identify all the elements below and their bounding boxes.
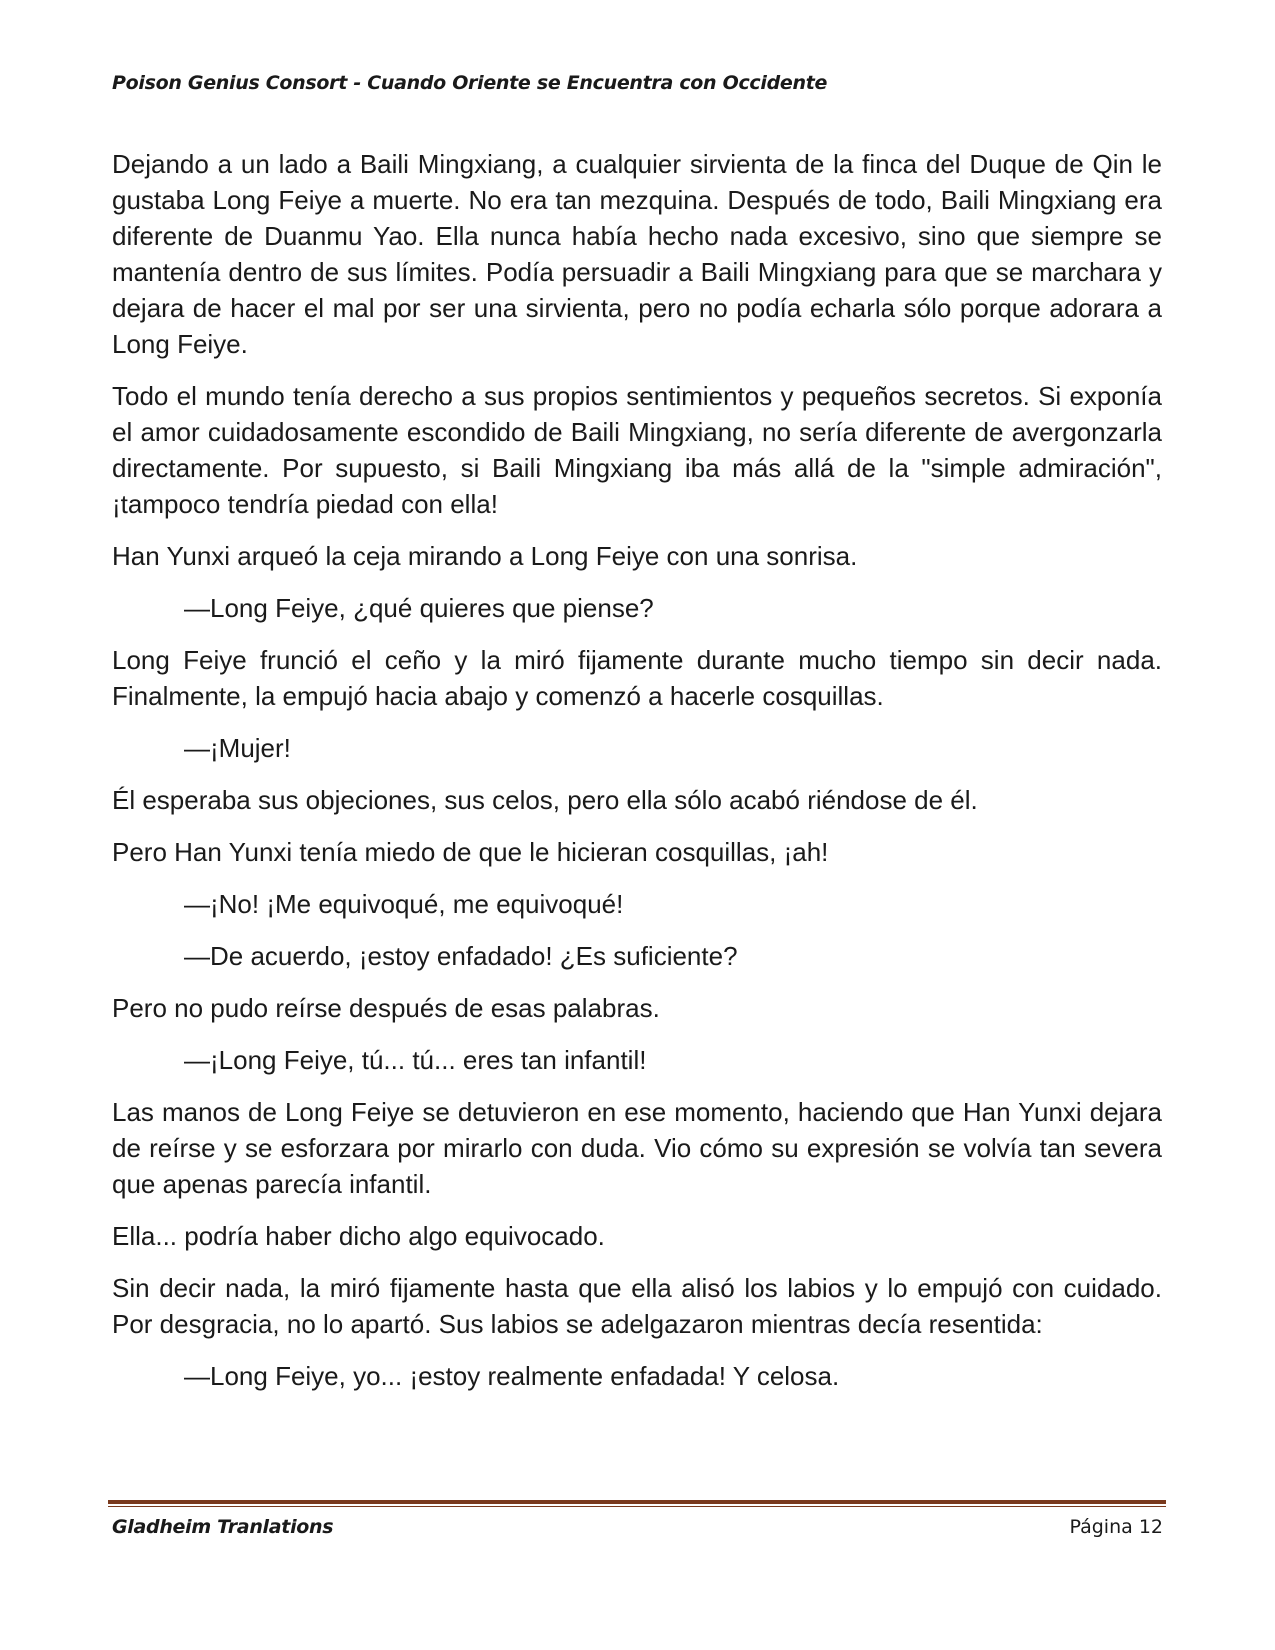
body-text: [112, 146, 1162, 1410]
dialogue-line: —¡No! ¡Me equivoqué, me equivoqué!: [184, 889, 624, 919]
dialogue-line: —De acuerdo, ¡estoy enfadado! ¿Es suficiente?: [184, 941, 738, 971]
dialogue-line: —¡Mujer!: [184, 733, 291, 763]
page-header: Poison Genius Consort - Cuando Oriente se Encuentra con Occidente: [112, 72, 828, 94]
footer-divider-thick: [108, 1500, 1166, 1504]
paragraph: Dejando a un lado a Baili Mingxiang, a cualquier sirvienta de la finca del Duque de Qin le gustaba Long Feiye a muerte. No era tan mezquina. Después de todo, Baili Mingxiang era diferente de Duanmu Yao. Ella nunca había hecho nada excesivo, sino que siempre se mantenía dentro de sus límites. Podía persuadir a Baili Mingxiang para que se marchara y dejara de hacer el mal por ser una sirvienta, pero no podía echarla sólo porque adorara a Long Feiye.: [112, 149, 1162, 359]
dialogue-line: —¡Long Feiye, tú... tú... eres tan infantil!: [184, 1045, 647, 1075]
paragraph: Él esperaba sus objeciones, sus celos, pero ella sólo acabó riéndose de él.: [112, 785, 978, 815]
page-label: Página: [1069, 1516, 1133, 1538]
footer-credit: Gladheim Tranlations: [112, 1516, 334, 1538]
paragraph: Todo el mundo tenía derecho a sus propios sentimientos y pequeños secretos. Si exponía el amor cuidadosamente escondido de Baili Mingxiang, no sería diferente de avergonzarla directamente. Por supuesto, si Baili Mingxiang iba más allá de la "simple admiración", ¡tampoco tendría piedad con ella!: [112, 381, 1162, 519]
dialogue-line: —Long Feiye, yo... ¡estoy realmente enfadada! Y celosa.: [184, 1361, 840, 1391]
page-number-value: 12: [1138, 1516, 1163, 1538]
paragraph: Pero no pudo reírse después de esas palabras.: [112, 993, 660, 1023]
paragraph: Las manos de Long Feiye se detuvieron en ese momento, haciendo que Han Yunxi dejara de reírse y se esforzara por mirarlo con duda. Vio cómo su expresión se volvía tan severa que apenas parecía infantil.: [112, 1097, 1162, 1199]
paragraph: Ella... podría haber dicho algo equivocado.: [112, 1221, 605, 1251]
paragraph: Pero Han Yunxi tenía miedo de que le hicieran cosquillas, ¡ah!: [112, 837, 829, 867]
paragraph: Han Yunxi arqueó la ceja mirando a Long Feiye con una sonrisa.: [112, 541, 858, 571]
footer-divider-thin: [108, 1506, 1166, 1507]
paragraph: Long Feiye frunció el ceño y la miró fijamente durante mucho tiempo sin decir nada. Finalmente, la empujó hacia abajo y comenzó a hacerle cosquillas.: [112, 645, 1162, 711]
paragraph: Sin decir nada, la miró fijamente hasta que ella alisó los labios y lo empujó con cuidado. Por desgracia, no lo apartó. Sus labios se adelgazaron mientras decía resentida:: [112, 1273, 1162, 1339]
dialogue-line: —Long Feiye, ¿qué quieres que piense?: [184, 593, 654, 623]
page-number: [1069, 1516, 1163, 1538]
